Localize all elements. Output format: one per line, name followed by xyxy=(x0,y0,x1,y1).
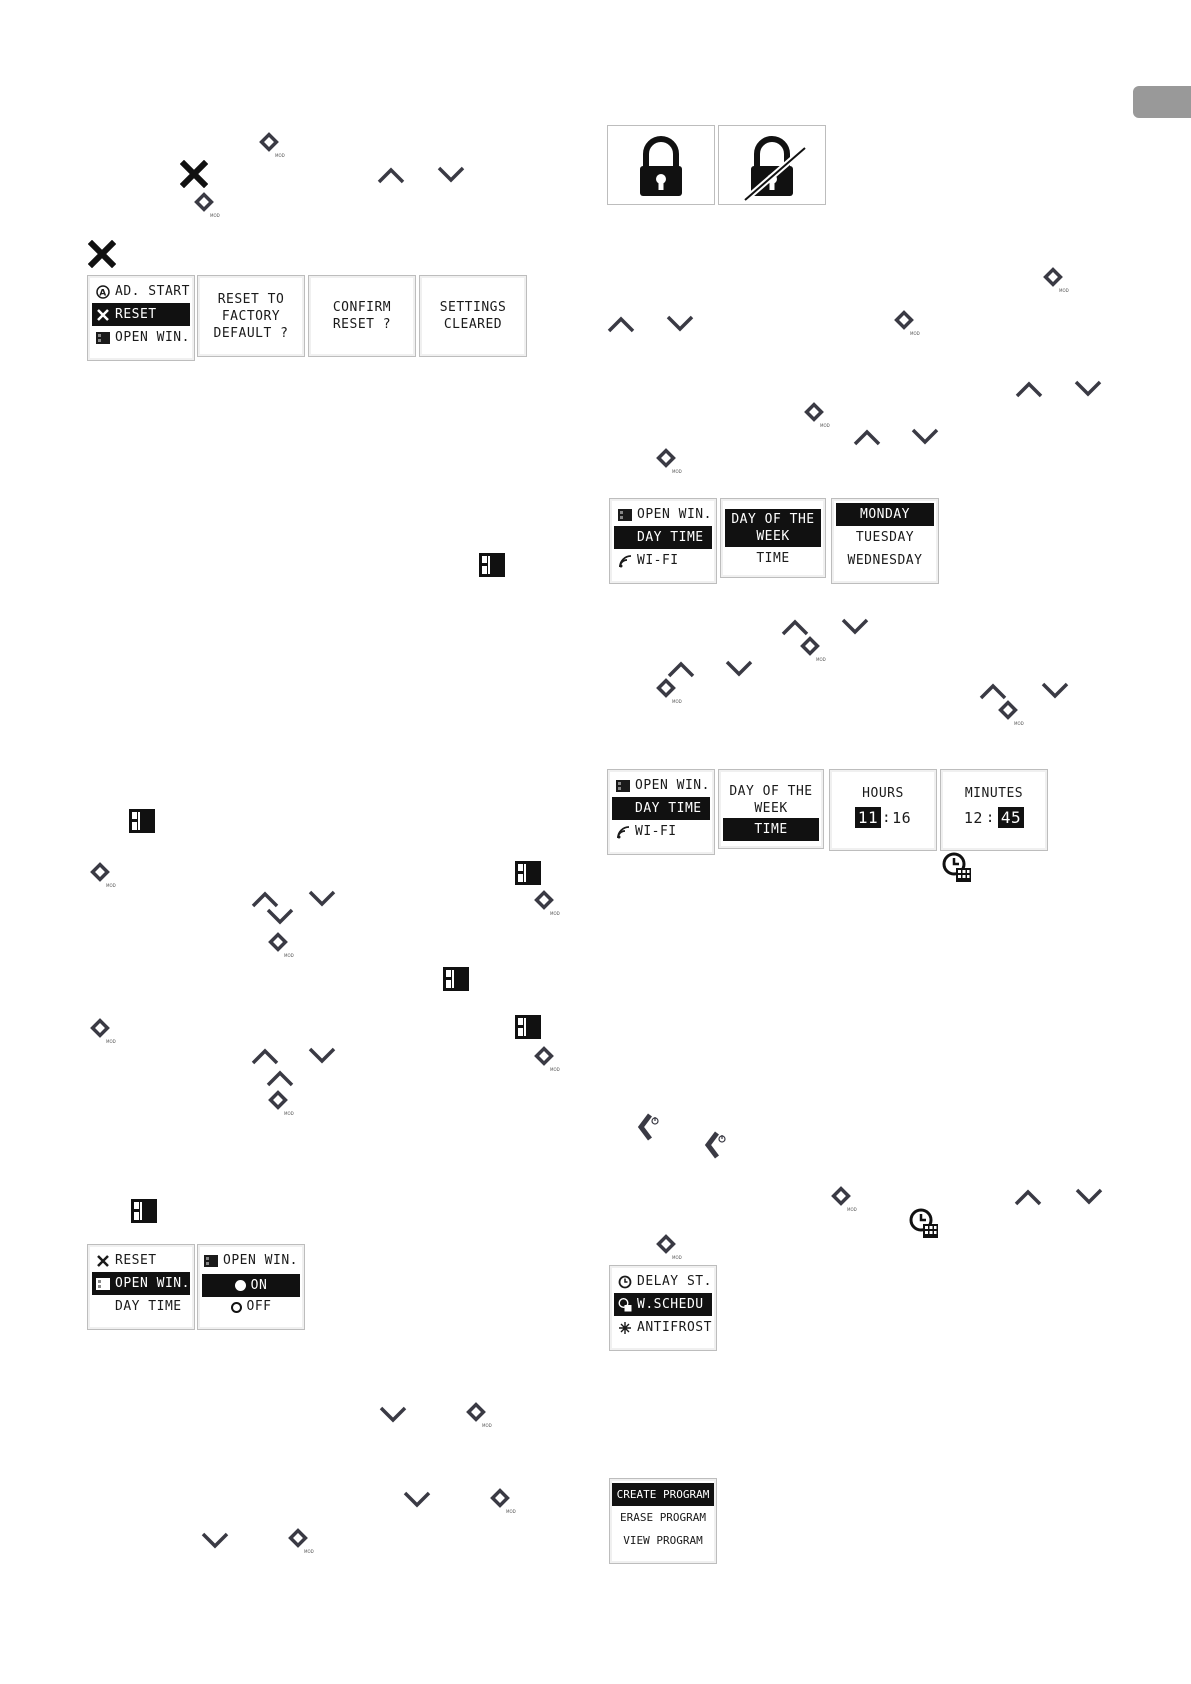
settings-cleared-screen xyxy=(419,275,527,357)
daytime-menu-screen-2 xyxy=(607,769,715,855)
mode-icon xyxy=(255,130,285,160)
chevron-down-icon xyxy=(307,888,337,910)
option-time: TIME xyxy=(723,818,819,841)
back-power-icon xyxy=(636,1112,662,1142)
schedule-menu-screen xyxy=(609,1265,717,1351)
mode-icon xyxy=(652,446,682,476)
mode-icon xyxy=(994,698,1024,728)
hours-value: 11 : 16 xyxy=(830,807,936,828)
chevron-down-icon xyxy=(1040,680,1070,702)
option-on: ON xyxy=(202,1274,300,1297)
menu-item-wifi: WI-FI xyxy=(614,549,712,572)
reset-factory-text: RESET TO FACTORY DEFAULT ? xyxy=(213,291,289,341)
daytime-sub-screen xyxy=(720,498,826,578)
menu-item-open-win: OPEN WIN. xyxy=(614,503,712,526)
mode-icon xyxy=(530,1044,560,1074)
hours-mm: 16 xyxy=(892,808,912,827)
mode-icon xyxy=(86,860,116,890)
menu-item-weekly-schedule: W.SCHEDU xyxy=(614,1293,712,1316)
daytime-sub-screen-2 xyxy=(718,769,824,849)
program-menu-screen xyxy=(609,1478,717,1564)
minutes-screen xyxy=(940,769,1048,851)
chevron-down-icon xyxy=(724,658,754,680)
close-x-icon xyxy=(180,160,208,188)
mode-icon xyxy=(890,308,920,338)
open-window-icon xyxy=(442,966,470,992)
openwin-menu-screen xyxy=(87,1244,195,1330)
chevron-down-icon xyxy=(1073,378,1103,400)
weekly-schedule-icon xyxy=(941,852,973,884)
unlock-screen xyxy=(718,125,826,205)
weekday-monday: MONDAY xyxy=(836,503,934,526)
open-window-icon xyxy=(514,1014,542,1040)
menu-item-view-program: VIEW PROGRAM xyxy=(623,1534,703,1547)
hours-label: HOURS xyxy=(862,786,904,801)
mode-icon xyxy=(486,1486,516,1516)
lock-icon xyxy=(608,126,714,204)
chevron-up-icon xyxy=(606,313,636,335)
chevron-down-icon xyxy=(665,313,695,335)
menu-item-open-win: OPEN WIN. xyxy=(612,774,710,797)
menu-item-delay-start: DELAY ST. xyxy=(614,1270,712,1293)
menu-item-reset: RESET xyxy=(92,1249,190,1272)
menu-item-reset: RESET xyxy=(92,303,190,326)
menu-item-open-win: OPEN WIN. xyxy=(92,326,190,349)
minutes-hh: 12 xyxy=(963,808,983,827)
chevron-up-icon xyxy=(1013,1186,1043,1208)
mode-icon xyxy=(190,190,220,220)
mode-icon xyxy=(800,400,830,430)
weekly-schedule-icon xyxy=(908,1208,940,1240)
minutes-mm: 45 xyxy=(998,807,1024,828)
mode-icon xyxy=(462,1400,492,1430)
openwin-panel-title: OPEN WIN. xyxy=(202,1249,300,1272)
mode-icon xyxy=(530,888,560,918)
chevron-down-icon xyxy=(402,1489,432,1511)
mode-icon xyxy=(86,1016,116,1046)
reset-factory-screen xyxy=(197,275,305,357)
weekday-tuesday: TUESDAY xyxy=(855,530,915,545)
chevron-down-icon xyxy=(436,164,466,186)
mode-icon xyxy=(796,634,826,664)
unlock-icon xyxy=(719,126,825,204)
minutes-label: MINUTES xyxy=(964,786,1024,801)
chevron-up-icon xyxy=(265,1067,295,1089)
openwin-panel-screen xyxy=(197,1244,305,1330)
reset-menu-screen xyxy=(87,275,195,361)
option-time: TIME xyxy=(756,551,790,566)
chevron-up-icon xyxy=(1014,378,1044,400)
back-power-icon xyxy=(703,1130,729,1160)
mode-icon xyxy=(264,930,294,960)
option-off: OFF xyxy=(202,1297,300,1317)
lock-screen xyxy=(607,125,715,205)
hours-screen xyxy=(829,769,937,851)
confirm-reset-screen xyxy=(308,275,416,357)
option-day-of-week: DAY OF THE WEEK xyxy=(729,784,813,816)
option-day-of-week: DAY OF THE WEEK xyxy=(725,509,821,547)
section-tab-marker xyxy=(1133,86,1191,118)
minutes-value: 12 : 45 xyxy=(941,807,1047,828)
menu-item-erase-program: ERASE PROGRAM xyxy=(619,1511,707,1524)
chevron-down-icon xyxy=(910,426,940,448)
chevron-up-icon xyxy=(852,426,882,448)
menu-item-wifi: WI-FI xyxy=(612,820,710,843)
menu-item-ad-start: AD. START xyxy=(92,280,190,303)
chevron-down-icon xyxy=(200,1530,230,1552)
open-window-icon xyxy=(128,808,156,834)
chevron-up-icon xyxy=(250,1045,280,1067)
open-window-icon xyxy=(478,552,506,578)
weekday-wednesday: WEDNESDAY xyxy=(847,553,923,568)
open-window-icon xyxy=(130,1198,158,1224)
mode-icon xyxy=(827,1184,857,1214)
hours-hh: 11 xyxy=(855,807,881,828)
mode-icon xyxy=(1039,265,1069,295)
close-x-icon xyxy=(88,240,116,268)
chevron-down-icon xyxy=(840,616,870,638)
chevron-down-icon xyxy=(378,1404,408,1426)
mode-icon xyxy=(264,1088,294,1118)
chevron-down-icon xyxy=(265,906,295,928)
settings-cleared-text: SETTINGS CLEARED xyxy=(439,300,507,332)
daytime-menu-screen xyxy=(609,498,717,584)
menu-item-antifrost: ANTIFROST xyxy=(614,1316,712,1339)
confirm-reset-text: CONFIRM RESET ? xyxy=(332,300,392,332)
chevron-up-icon xyxy=(376,164,406,186)
menu-item-day-time: DAY TIME xyxy=(614,526,712,549)
mode-icon xyxy=(652,676,682,706)
menu-item-open-win: OPEN WIN. xyxy=(92,1272,190,1295)
open-window-icon xyxy=(514,860,542,886)
mode-icon xyxy=(652,1232,682,1262)
menu-item-day-time: DAY TIME xyxy=(612,797,710,820)
chevron-down-icon xyxy=(307,1045,337,1067)
menu-item-day-time: DAY TIME xyxy=(115,1299,182,1314)
chevron-down-icon xyxy=(1074,1186,1104,1208)
weekday-screen xyxy=(831,498,939,584)
mode-icon xyxy=(284,1526,314,1556)
menu-item-create-program: CREATE PROGRAM xyxy=(612,1483,714,1506)
